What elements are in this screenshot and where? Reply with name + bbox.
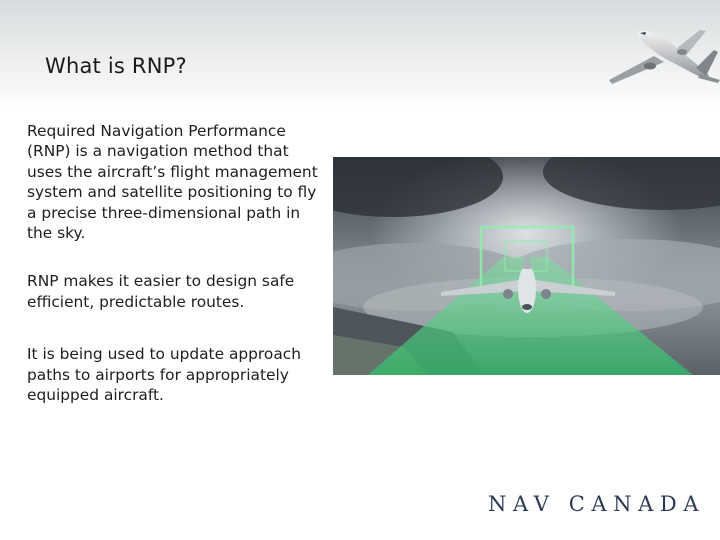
slide-title: What is RNP? — [45, 54, 187, 78]
nav-canada-logo: NAV CANADA — [488, 492, 706, 516]
paragraph-benefits: RNP makes it easier to design safe efficient, predictable routes. — [27, 272, 295, 311]
body-text — [27, 121, 319, 405]
paragraph-definition: Required Navigation Performance (RNP) is a navigation method that uses the aircraft’s flight management system and satellite positioning to fly a precise three-dimensional path in the sky. — [27, 122, 318, 243]
airliner-icon — [602, 22, 720, 94]
paragraph-usage: It is being used to update approach paths to airports for appropriately equipped aircraft. — [27, 345, 301, 405]
rnp-flight-path-illustration — [333, 157, 720, 375]
